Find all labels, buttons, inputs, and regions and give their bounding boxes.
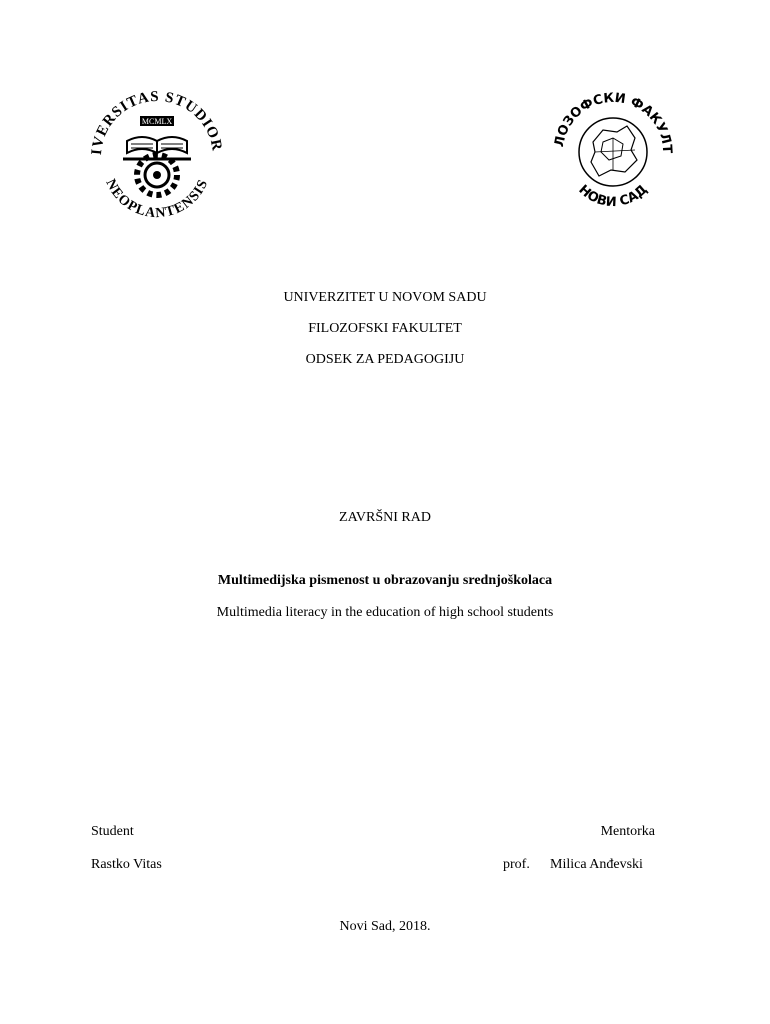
mentor-prefix: prof. xyxy=(503,857,530,872)
svg-text:UNIVERSITAS STUDIORUM: IVERSITAS STUDIOR xyxy=(88,88,225,156)
university-name: UNIVERZITET U NOVOM SADU xyxy=(283,290,487,305)
student-name: Rastko Vitas xyxy=(91,857,162,872)
university-seal-graphic xyxy=(83,83,231,231)
svg-text:NEOPLANTENSIS: NEOPLANTENSIS xyxy=(102,176,212,222)
thesis-type: ZAVRŠNI RAD xyxy=(339,510,431,525)
student-label: Student xyxy=(91,824,134,839)
faculty-seal-logo xyxy=(547,86,679,218)
svg-text:ФИЛОЗОФСКИ ФАКУЛТЕТ: ЛОЗОФСКИ ФАКУЛТ xyxy=(552,90,675,154)
thesis-title: Multimedijska pismenost u obrazovanju srednjoškolaca xyxy=(217,573,553,588)
svg-text:MCMLX: MCMLX xyxy=(141,117,173,126)
svg-text:НОВИ САД: НОВИ САД xyxy=(575,182,651,211)
mentor-name: Milica Anđevski xyxy=(550,857,643,872)
mentor-label: Mentorka xyxy=(600,824,655,839)
thesis-title-english: Multimedia literacy in the education of high school students xyxy=(216,605,554,620)
university-seal-logo xyxy=(83,83,231,231)
place-date: Novi Sad, 2018. xyxy=(339,919,431,934)
faculty-name: FILOZOFSKI FAKULTET xyxy=(308,321,462,336)
faculty-seal-graphic xyxy=(547,86,679,218)
department-name: ODSEK ZA PEDAGOGIJU xyxy=(305,352,465,367)
